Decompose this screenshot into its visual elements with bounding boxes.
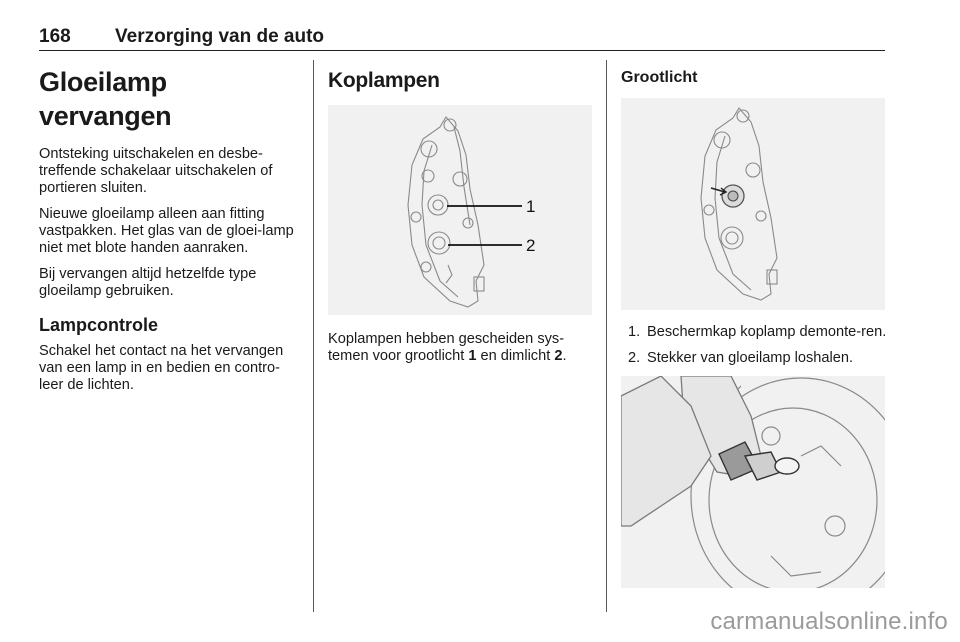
page-number: 168: [39, 26, 71, 47]
subheading: Lampcontrole: [39, 314, 159, 335]
list-item: 1. Beschermkap koplamp demonte-ren.: [628, 323, 887, 340]
headlamp-illustration: [328, 105, 592, 315]
figure-caption: Koplampen hebben gescheiden sys-temen voor grootlicht 1 en dimlicht 2.: [328, 331, 567, 365]
page-header: [39, 26, 885, 50]
paragraph: Nieuwe gloeilamp alleen aan fitting vastpakken. Het glas van de gloei-lamp niet met blote handen aanraken.: [39, 205, 294, 256]
page-section-title: Verzorging van de auto: [115, 26, 325, 47]
paragraph: Bij vervangen altijd hetzelfde type gloeilamp gebruiken.: [39, 265, 257, 299]
paragraph: Ontsteking uitschakelen en desbe-treffende schakelaar uitschakelen of portieren sluiten.: [39, 145, 273, 196]
column-high-beam: [621, 56, 887, 588]
section-heading: Gloeilamp vervangen: [39, 67, 172, 131]
watermark: carmanualsonline.info: [710, 608, 948, 635]
paragraph: Schakel het contact na het vervangen van een lamp in en bedien en contro-leer de lichten.: [39, 342, 284, 393]
list-item: 2. Stekker van gloeilamp loshalen.: [628, 349, 854, 366]
high-beam-illustration: [621, 98, 885, 310]
column-divider-2: [606, 60, 607, 612]
section-heading: Grootlicht: [621, 69, 698, 86]
figure-label-2: 2: [526, 236, 536, 256]
bulb-removal-illustration: [621, 376, 885, 588]
header-rule: [39, 50, 885, 51]
step-list: [621, 324, 887, 367]
section-heading: Koplampen: [328, 69, 440, 92]
column-headlamps: [328, 56, 594, 365]
column-bulb-replacement: [39, 56, 301, 394]
figure-label-1: 1: [526, 197, 536, 217]
column-divider-1: [313, 60, 314, 612]
